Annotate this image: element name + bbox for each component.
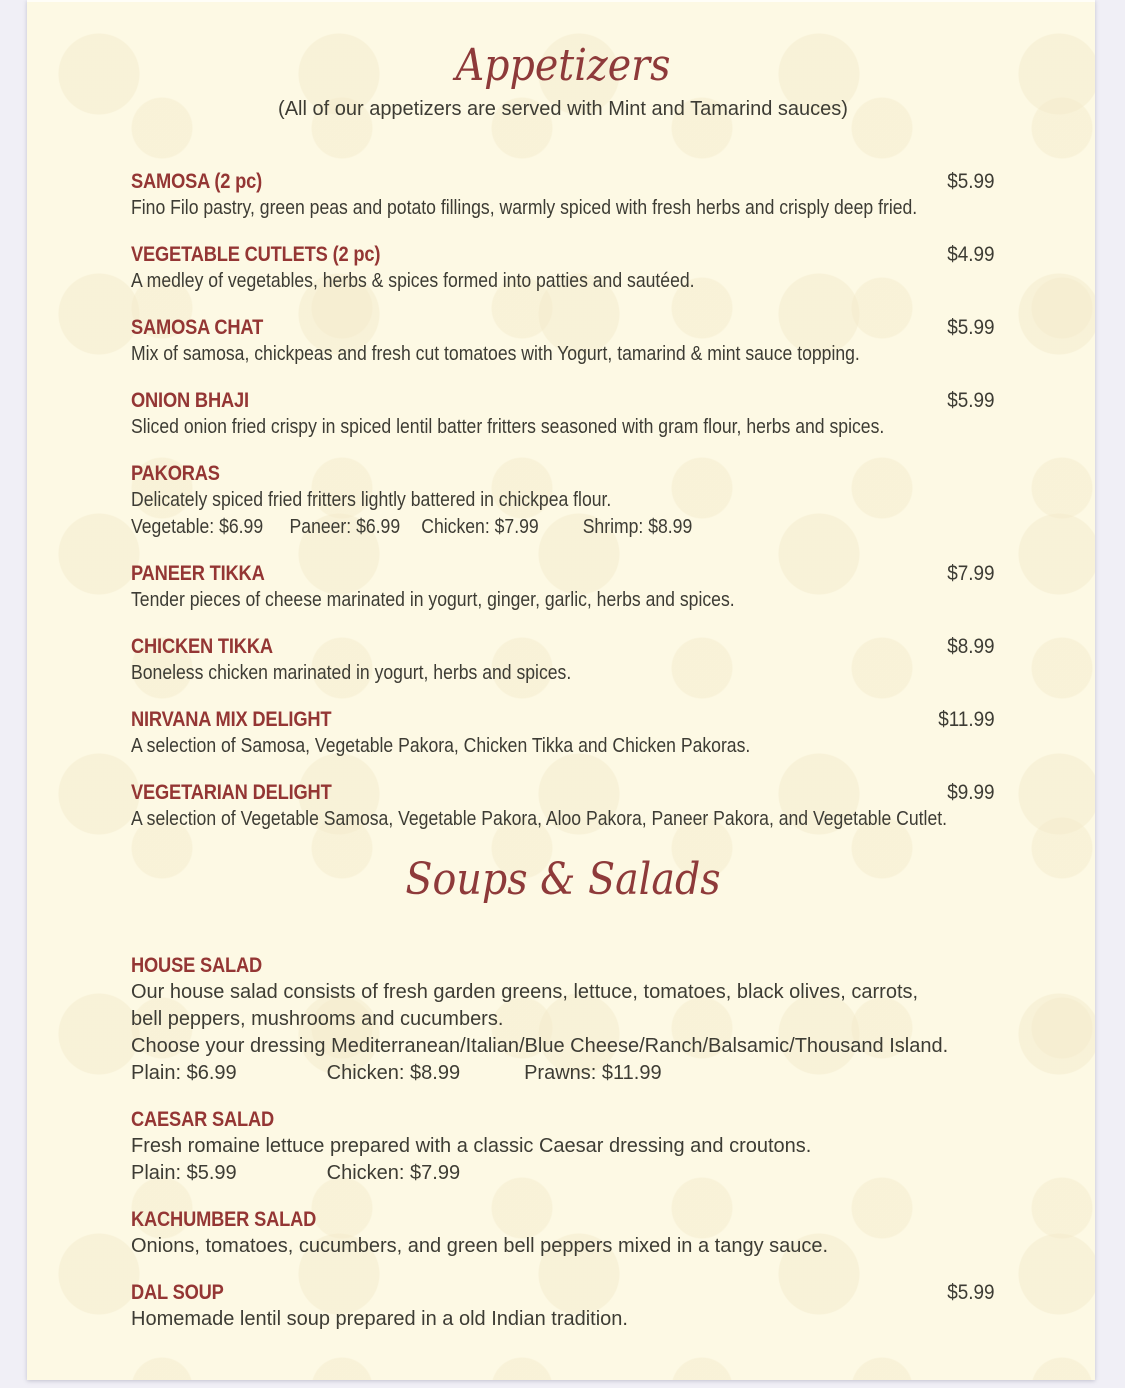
menu-item-name: VEGETABLE CUTLETS (2 pc) xyxy=(131,243,381,266)
menu-item-header xyxy=(131,387,995,414)
menu-item-name: CHICKEN TIKKA xyxy=(131,635,273,658)
menu-item-price: $5.99 xyxy=(947,316,995,339)
menu-item-description: Fino Filo pastry, green peas and potato fillings, warmly spiced with fresh herbs and crisply deep fried. xyxy=(131,197,918,219)
variant-chicken xyxy=(421,514,538,541)
menu-item-price: $5.99 xyxy=(947,1281,995,1304)
menu-item-description: Onions, tomatoes, cucumbers, and green bell peppers mixed in a tangy sauce. xyxy=(131,1235,829,1257)
menu-item-description: Mix of samosa, chickpeas and fresh cut tomatoes with Yogurt, tamarind & mint sauce topping. xyxy=(131,343,860,365)
variant-plain xyxy=(131,1060,237,1087)
menu-item-description-line: bell peppers, mushrooms and cucumbers. xyxy=(131,1008,504,1030)
variant-label: Prawns: xyxy=(524,1062,597,1084)
menu-item-description-line: Choose your dressing Mediterranean/Italian/Blue Cheese/Ranch/Balsamic/Thousand Island. xyxy=(131,1035,949,1057)
menu-content xyxy=(27,2,1095,1333)
menu-item-price: $4.99 xyxy=(947,243,995,266)
menu-item-price: $11.99 xyxy=(938,708,995,731)
section-items-soups-salads xyxy=(131,952,995,1333)
menu-item-name: DAL SOUP xyxy=(131,1281,224,1304)
variant-price: $8.99 xyxy=(648,516,693,538)
variant-plain xyxy=(131,1160,237,1187)
menu-item-samosa xyxy=(131,168,995,222)
menu-item-header xyxy=(131,1279,995,1306)
menu-item-paneer-tikka xyxy=(131,560,995,614)
variant-label: Paneer: xyxy=(289,516,352,538)
menu-item-header xyxy=(131,560,995,587)
menu-item-header xyxy=(131,706,995,733)
section-items-appetizers xyxy=(131,168,995,833)
variant-price: $5.99 xyxy=(186,1162,237,1184)
variant-label: Chicken: xyxy=(326,1062,405,1084)
menu-item-header xyxy=(131,952,995,979)
section-title-soups-salads: Soups & Salads xyxy=(405,854,721,905)
variant-price: $6.99 xyxy=(186,1062,237,1084)
menu-item-header xyxy=(131,779,995,806)
variant-price: $6.99 xyxy=(356,516,401,538)
section-subtitle-appetizers: (All of our appetizers are served with Mint and Tamarind sauces) xyxy=(278,98,848,120)
menu-item-name: PAKORAS xyxy=(131,462,220,485)
menu-item-price: $5.99 xyxy=(947,389,995,412)
menu-item-description: Delicately spiced fried fritters lightly battered in chickpea flour. xyxy=(131,489,612,511)
variant-price-row xyxy=(131,1060,995,1087)
menu-item-header xyxy=(131,1206,995,1233)
menu-item-description-line: Our house salad consists of fresh garden greens, lettuce, tomatoes, black olives, carrots, xyxy=(131,981,919,1003)
variant-prawns xyxy=(524,1060,662,1087)
menu-item-header xyxy=(131,460,995,487)
variant-price: $7.99 xyxy=(494,516,539,538)
variant-chicken xyxy=(327,1160,460,1187)
menu-item-caesar-salad xyxy=(131,1106,995,1187)
menu-item-name: ONION BHAJI xyxy=(131,389,249,412)
variant-price: $7.99 xyxy=(410,1162,461,1184)
menu-item-price: $9.99 xyxy=(947,781,995,804)
menu-item-name: HOUSE SALAD xyxy=(131,954,263,977)
menu-item-description: A medley of vegetables, herbs & spices formed into patties and sautéed. xyxy=(131,270,695,292)
variant-label: Plain: xyxy=(131,1062,182,1084)
menu-item-header xyxy=(131,314,995,341)
menu-item-chicken-tikka xyxy=(131,633,995,687)
menu-item-name: SAMOSA (2 pc) xyxy=(131,170,263,193)
menu-item-dal-soup xyxy=(131,1279,995,1333)
menu-item-nirvana-mix-delight xyxy=(131,706,995,760)
variant-label: Chicken: xyxy=(326,1162,405,1184)
menu-item-description: Boneless chicken marinated in yogurt, herbs and spices. xyxy=(131,662,572,684)
menu-item-description: Fresh romaine lettuce prepared with a classic Caesar dressing and croutons. xyxy=(131,1135,812,1157)
menu-item-header xyxy=(131,1106,995,1133)
menu-item-price: $7.99 xyxy=(947,562,995,585)
menu-item-price: $5.99 xyxy=(947,170,995,193)
menu-item-samosa-chat xyxy=(131,314,995,368)
menu-item-name: PANEER TIKKA xyxy=(131,562,265,585)
variant-label: Plain: xyxy=(131,1162,182,1184)
variant-price-row xyxy=(131,1160,995,1187)
menu-item-price: $8.99 xyxy=(947,635,995,658)
variant-vegetable xyxy=(131,514,263,541)
menu-item-vegetable-cutlets xyxy=(131,241,995,295)
menu-item-name: SAMOSA CHAT xyxy=(131,316,264,339)
menu-item-description: A selection of Samosa, Vegetable Pakora, Chicken Tikka and Chicken Pakoras. xyxy=(131,735,751,757)
menu-item-pakoras xyxy=(131,460,995,541)
menu-item-kachumber-salad xyxy=(131,1206,995,1260)
menu-page xyxy=(27,0,1095,1380)
section-title-appetizers: Appetizers xyxy=(455,40,671,91)
variant-label: Chicken: xyxy=(421,516,490,538)
menu-item-name: KACHUMBER SALAD xyxy=(131,1208,317,1231)
menu-item-house-salad xyxy=(131,952,995,1087)
variant-label: Vegetable: xyxy=(131,516,215,538)
menu-item-name: NIRVANA MIX DELIGHT xyxy=(131,708,332,731)
variant-paneer xyxy=(290,514,401,541)
menu-item-description: A selection of Vegetable Samosa, Vegetable Pakora, Aloo Pakora, Paneer Pakora, and Vegetable Cutlet. xyxy=(131,808,948,830)
menu-item-onion-bhaji xyxy=(131,387,995,441)
menu-item-header xyxy=(131,168,995,195)
menu-item-description: Homemade lentil soup prepared in a old Indian tradition. xyxy=(131,1308,628,1330)
variant-price: $11.99 xyxy=(601,1062,662,1084)
variant-shrimp xyxy=(583,514,693,541)
menu-item-header xyxy=(131,633,995,660)
menu-item-description: Sliced onion fried crispy in spiced lentil batter fritters seasoned with gram flour, herbs and spices. xyxy=(131,416,885,438)
variant-label: Shrimp: xyxy=(582,516,644,538)
menu-item-name: VEGETARIAN DELIGHT xyxy=(131,781,332,804)
menu-item-description: Tender pieces of cheese marinated in yogurt, ginger, garlic, herbs and spices. xyxy=(131,589,735,611)
variant-price-row xyxy=(131,514,891,541)
menu-item-vegetarian-delight xyxy=(131,779,995,833)
variant-price: $8.99 xyxy=(410,1062,461,1084)
variant-price: $6.99 xyxy=(219,516,264,538)
variant-chicken xyxy=(327,1060,460,1087)
menu-item-header xyxy=(131,241,995,268)
menu-item-name: CAESAR SALAD xyxy=(131,1108,275,1131)
